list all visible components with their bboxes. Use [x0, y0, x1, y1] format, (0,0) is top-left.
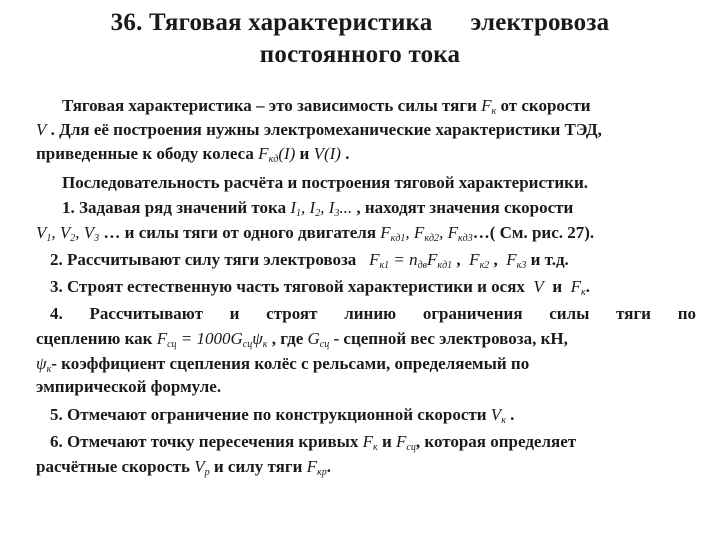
text-segment: 2. Рассчитывают силу тяги электровоза: [50, 250, 357, 269]
text-segment: от скорости: [500, 96, 591, 115]
text-segment: эмпирической формуле.: [36, 377, 222, 396]
text-segment: .: [510, 405, 515, 424]
text-segment: .: [345, 144, 350, 163]
text-segment: … и силы тяги от одного двигателя: [103, 223, 377, 242]
title-part-a: 36. Тяговая характеристика: [110, 9, 433, 36]
formula-vk: $V_к$: [490, 405, 506, 426]
text-line-3: [36, 143, 349, 165]
text-segment: и: [299, 144, 310, 163]
text-segment: .: [585, 277, 590, 296]
text-segment: и т.д.: [530, 250, 569, 269]
text-segment: , которая определяет: [415, 432, 577, 451]
text-segment: сцеплению как: [36, 329, 153, 348]
text-line-4: [62, 172, 588, 194]
text-segment: , находят значения скорости: [356, 198, 574, 217]
formula-fk3: $F_{к3}$: [506, 250, 527, 271]
formula-forces: $F_{кд1}$, $F_{кд2}$, $F_{кд3}$: [380, 223, 473, 244]
text-line-11: [36, 353, 696, 375]
formula-fk-axis: $F_к$: [570, 277, 586, 298]
text-segment: - коэффициент сцепления колёс с рельсами, определяемый по: [51, 354, 530, 373]
text-line-5: [62, 197, 573, 219]
formula-v-of-i: V(I): [313, 144, 341, 163]
text-segment: расчётные скорость: [36, 457, 190, 476]
formula-fk2: $F_{к2}$: [469, 250, 490, 271]
text-segment: 6. Отмечают точку пересечения кривых: [50, 432, 359, 451]
formula-fk: $F_к$: [481, 96, 497, 117]
text-line-6: [36, 222, 594, 244]
text-line-10: [36, 328, 568, 350]
formula-vr: $V_р$: [194, 457, 210, 478]
formula-fk1: $F_{к1} = n_{дв}F_{кд1}$: [369, 250, 453, 271]
text-segment: …( См. рис. 27).: [472, 223, 595, 242]
text-segment: приведенные к ободу колеса: [36, 144, 254, 163]
text-segment: Тяговая характеристика – это зависимость силы тяги: [62, 96, 477, 115]
formula-currents: $I_1$, $I_2$, $I_3$...: [290, 198, 353, 219]
title-part-b: электровоза: [470, 9, 610, 36]
text-segment: . Для её построения нужны электромеханические характеристики ТЭД,: [50, 120, 602, 139]
text-segment: и: [381, 432, 392, 451]
text-line-14: [50, 431, 576, 453]
formula-fkd-of-i: $F_{кд}(I)$: [258, 144, 296, 165]
formula-fsc-curve: $F_{сц}$: [396, 432, 416, 453]
text-segment: 4. Рассчитывают и строят линию ограничения силы тяги по: [50, 304, 696, 323]
text-line-8: [50, 276, 590, 298]
formula-fk-curve: $F_к$: [362, 432, 378, 453]
text-line-7: 2. Рассчитывают силу тяги электровоза $F_{к1} = n_{дв}F_{кд1}$ , $F_{к2}$ , $F_{к3}$ и т.д.: [50, 250, 569, 271]
text-segment: - сцепной вес электровоза, кН,: [333, 329, 568, 348]
text-segment: и: [552, 277, 563, 296]
text-line-12: [36, 376, 221, 398]
formula-gsc: $G_{сц}$: [307, 329, 330, 350]
formula-v-axis: V: [533, 277, 544, 296]
text-segment: 1. Задавая ряд значений тока: [62, 198, 287, 217]
slide-title-line-2: постоянного тока: [259, 41, 461, 68]
text-segment: .: [326, 457, 331, 476]
text-segment: и силу тяги: [213, 457, 303, 476]
text-segment: 5. Отмечают ограничение по конструкционной скорости: [50, 405, 487, 424]
text-line-1: [62, 95, 591, 117]
formula-v: V: [36, 120, 47, 139]
formula-fsc: $F_{сц} = 1000G_{сц}\psi_к$: [156, 329, 268, 350]
text-line-9: [50, 303, 696, 325]
text-segment: 3. Строят естественную часть тяговой характеристики и осях: [50, 277, 525, 296]
formula-fkr: $F_{кр}$: [306, 457, 327, 478]
text-line-2: [36, 119, 602, 141]
text-segment: Последовательность расчёта и построения тяговой характеристики.: [62, 173, 588, 192]
formula-speeds: $V_1$, $V_2$, $V_3$: [36, 223, 100, 244]
slide-title-line-1: [0, 8, 720, 38]
text-line-15: [36, 456, 331, 478]
formula-psi: $\psi_к$: [36, 354, 52, 375]
text-line-13: [50, 404, 514, 426]
text-segment: , где: [271, 329, 304, 348]
